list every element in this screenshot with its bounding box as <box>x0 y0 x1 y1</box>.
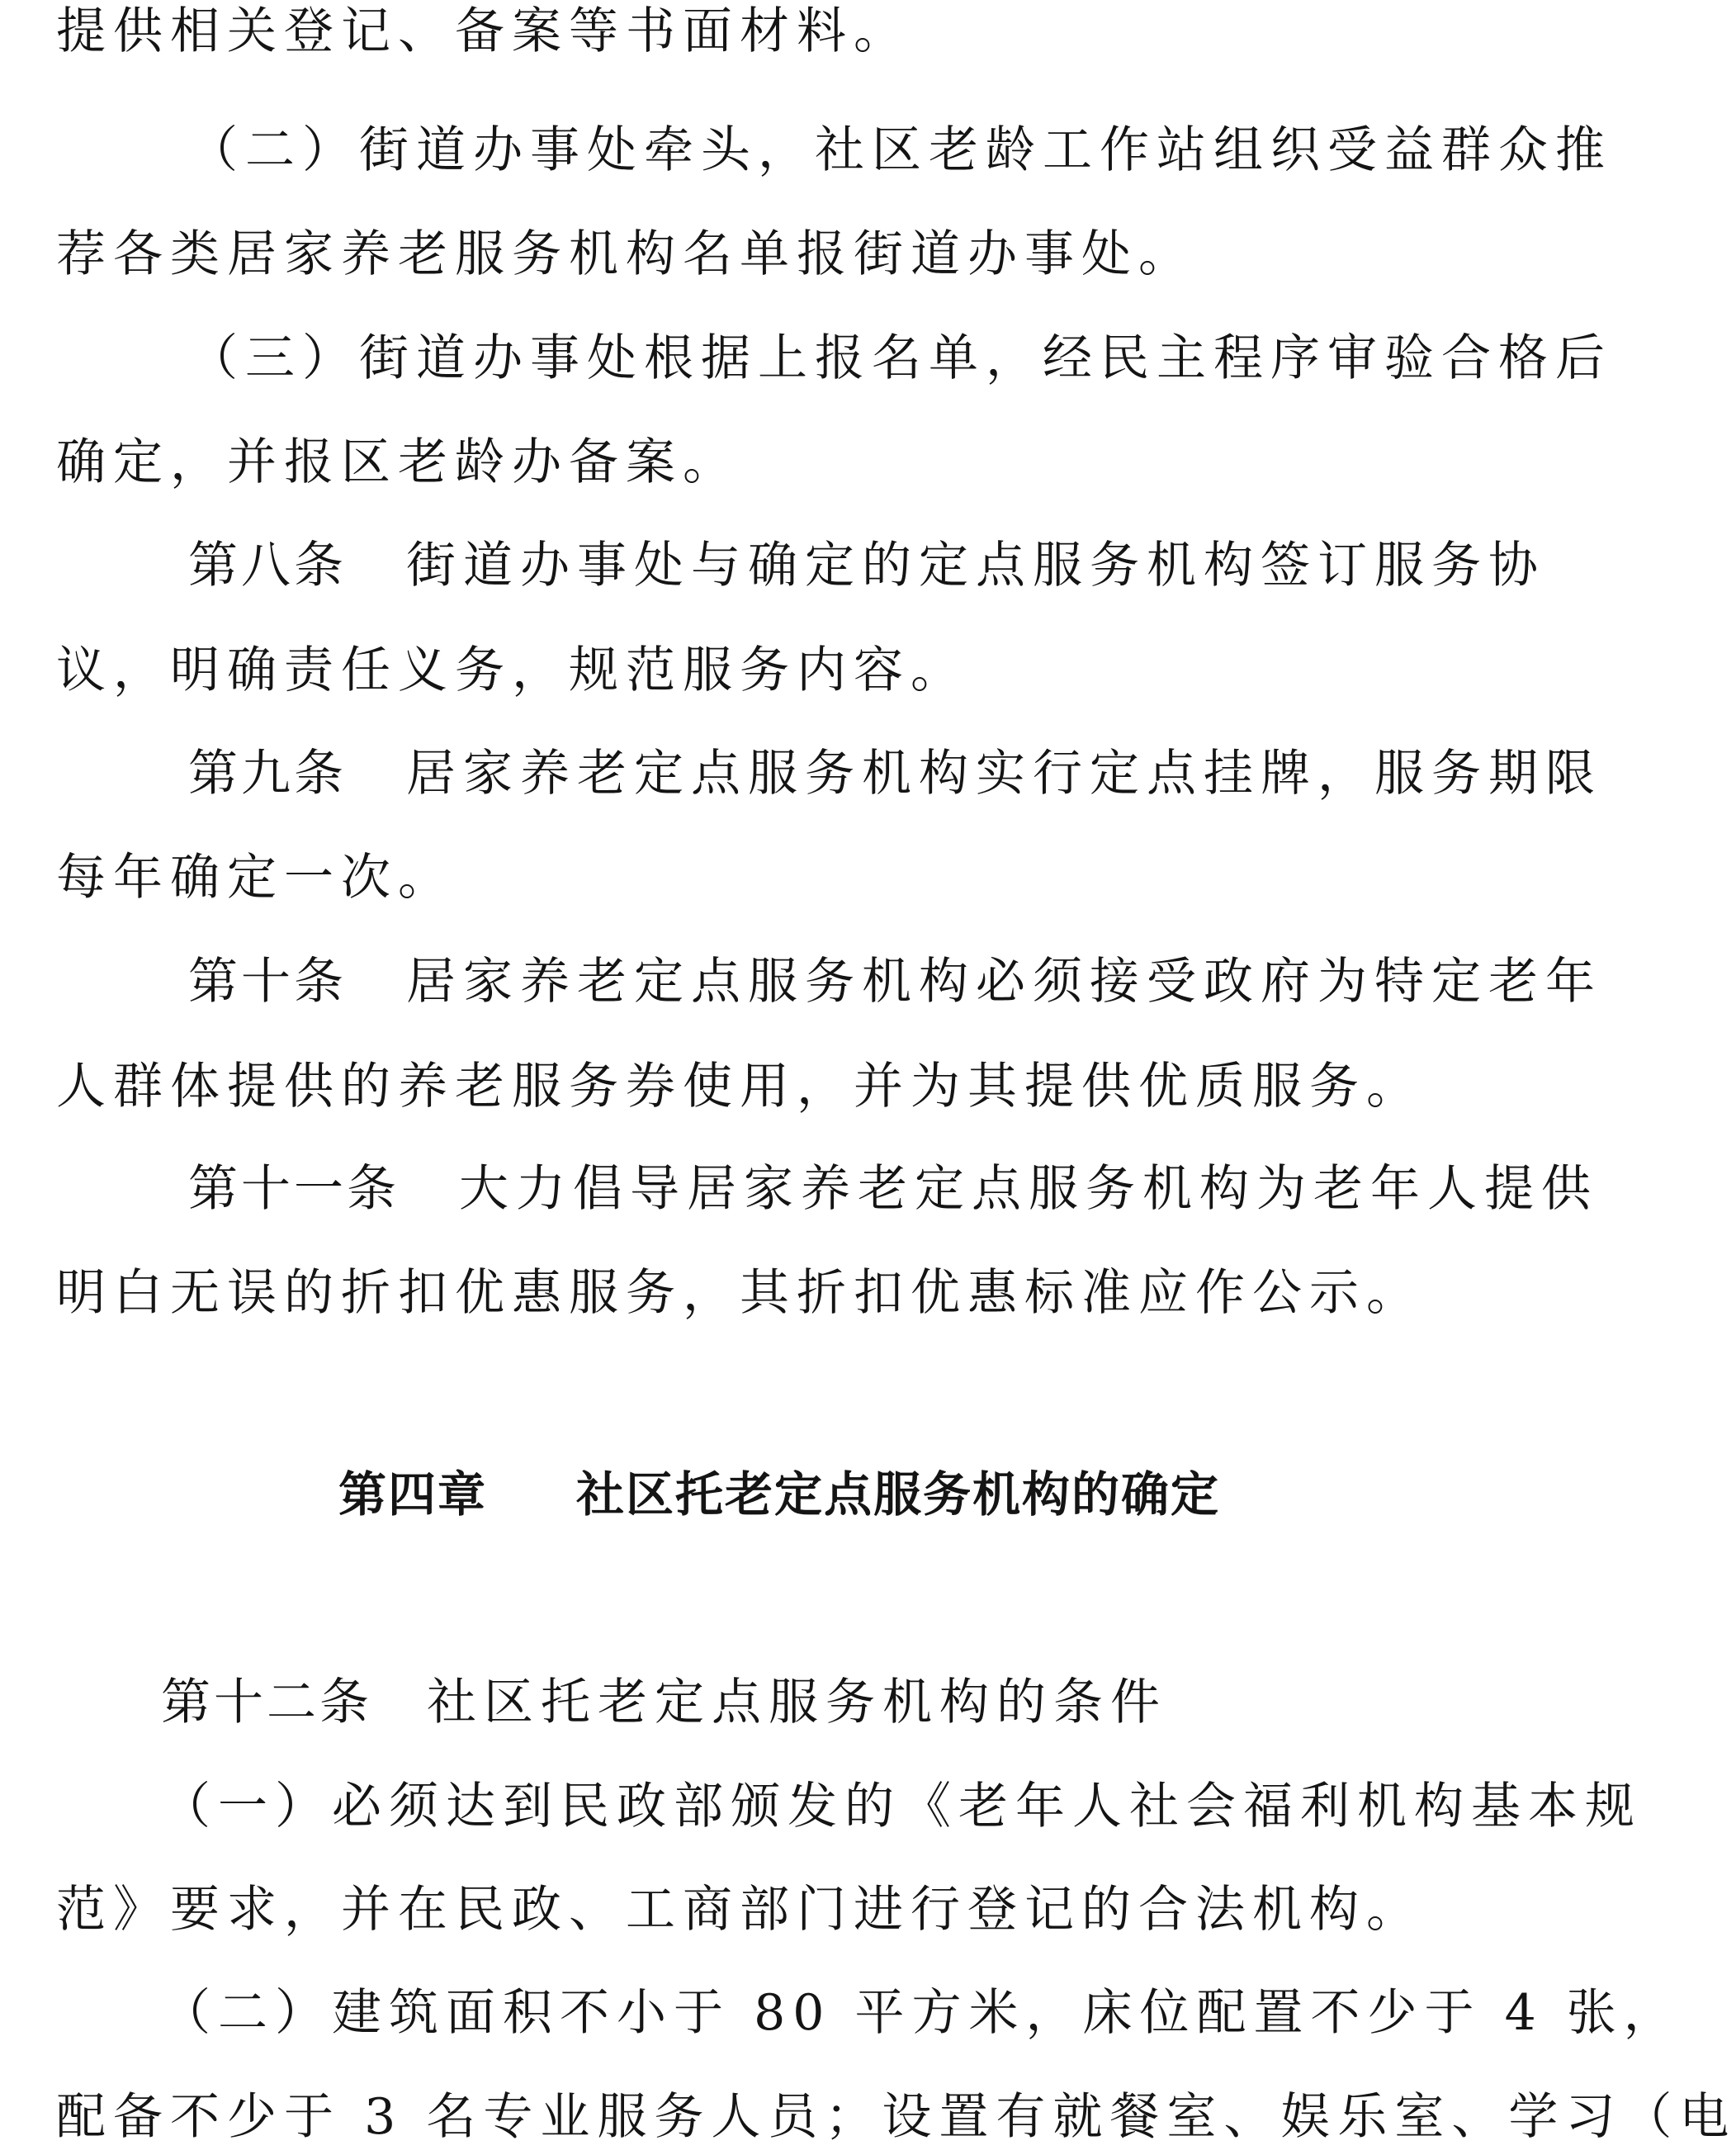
text-line <box>188 536 1545 595</box>
article-label: 第十一条 <box>188 1160 400 1218</box>
text-line <box>161 1983 1681 2043</box>
paragraph-text: 街道办事处与确定的定点服务机构签订服务协 <box>406 537 1545 594</box>
text-line <box>188 1159 1598 1219</box>
text-line <box>56 225 1492 284</box>
chapter-title: 社区托老定点服务机构的确定 <box>576 1466 1221 1523</box>
text-line <box>56 1263 1492 1323</box>
text-line <box>161 1673 1492 1732</box>
paragraph-text: 配备不少于 3 名专业服务人员；设置有就餐室、娱乐室、学习（电 <box>56 2088 1736 2146</box>
text-line <box>56 1880 1492 1939</box>
paragraph-text: （二）建筑面积不小于 80 平方米，床位配置不少于 4 张， <box>161 1984 1681 2042</box>
paragraph-text: 每年确定一次。 <box>56 849 455 907</box>
chapter-heading <box>338 1465 1220 1524</box>
paragraph-text: 居家养老定点服务机构必须接受政府为特定老年 <box>406 953 1602 1011</box>
text-line <box>161 1777 1642 1836</box>
paragraph-text: （二）街道办事处牵头，社区老龄工作站组织受益群众推 <box>188 121 1612 179</box>
text-line <box>188 329 1612 388</box>
paragraph-text: （三）街道办事处根据上报名单，经民主程序审验合格后 <box>188 329 1612 387</box>
paragraph-text: 议，明确责任义务，规范服务内容。 <box>56 642 967 699</box>
paragraph-text: 范》要求，并在民政、工商部门进行登记的合法机构。 <box>56 1881 1423 1939</box>
text-line <box>56 641 1492 700</box>
text-line <box>188 952 1602 1011</box>
paragraph-text: 提供相关登记、备案等书面材料。 <box>56 2 911 60</box>
paragraph-text: 居家养老定点服务机构实行定点挂牌，服务期限 <box>406 745 1602 803</box>
paragraph-text: 荐各类居家养老服务机构名单报街道办事处。 <box>56 225 1195 283</box>
article-label: 第十条 <box>188 953 347 1011</box>
paragraph-text: （一）必须达到民政部颁发的《老年人社会福利机构基本规 <box>161 1778 1642 1835</box>
text-line <box>56 433 1492 492</box>
article-label: 第十二条 <box>161 1674 372 1731</box>
paragraph-text: 确定，并报区老龄办备案。 <box>56 433 740 491</box>
chapter-number: 第四章 <box>338 1466 488 1523</box>
paragraph-text: 社区托老定点服务机构的条件 <box>427 1674 1167 1731</box>
text-line <box>56 848 1492 907</box>
paragraph-text: 明白无误的折扣优惠服务，其折扣优惠标准应作公示。 <box>56 1264 1423 1322</box>
text-line <box>188 121 1612 180</box>
text-line <box>188 744 1602 803</box>
article-label: 第九条 <box>188 745 347 803</box>
paragraph-text: 人群体提供的养老服务券使用，并为其提供优质服务。 <box>56 1058 1423 1115</box>
paragraph-text: 大力倡导居家养老定点服务机构为老年人提供 <box>459 1160 1598 1218</box>
text-line <box>56 2087 1736 2147</box>
text-line <box>56 2 1492 61</box>
article-label: 第八条 <box>188 537 347 594</box>
text-line <box>56 1057 1492 1116</box>
